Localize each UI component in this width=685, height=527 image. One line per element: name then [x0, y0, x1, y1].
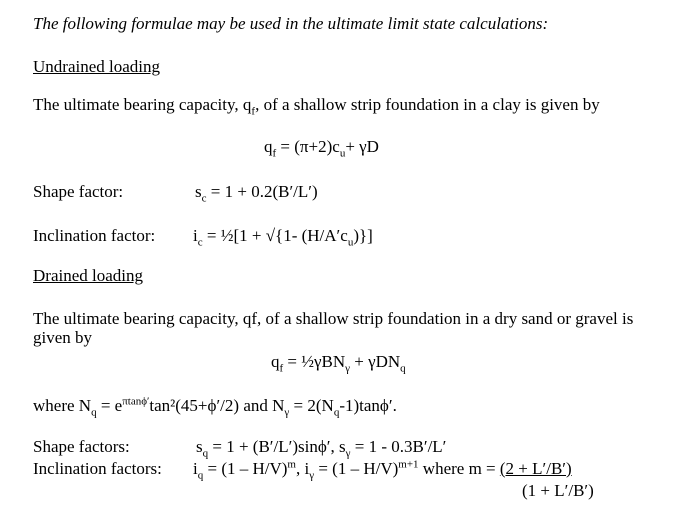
drained-heading: Drained loading [33, 266, 143, 285]
undrained-heading: Undrained loading [33, 57, 160, 76]
undrained-shape-label: Shape factor: [33, 182, 124, 201]
intro-text: The following formulae may be used in the ultimate limit state calculations: [33, 14, 549, 33]
drained-inclination-formula: $i_q = (1 - H/V)^m$, $i_\gamma = (1 - H/V)^{m+1}$ where m = (2 + L′/B′) [193, 458, 572, 482]
undrained-shape-formula: $s_c = 1 + 0.2(B'/L')$ [195, 182, 318, 205]
drained-shape-formula: $s_q = 1 + (B'/L')\sin\phi'$, $s_\gamma = 1 - 0.3B'/L'$ [196, 437, 447, 460]
drained-where-clause: where $N_q = e^{\pi tan\phi'}\tan^2(45+\phi'/2)$ and $N_\gamma = 2(N_q-1)\tan\phi'$. [33, 395, 397, 419]
drained-inclination-label: Inclination factors: [33, 459, 162, 478]
undrained-bearing-formula: $q_f = (\pi+2)c_u+ \gamma D$ [264, 137, 379, 160]
undrained-description: The ultimate bearing capacity, $q_f$, of a shallow strip foundation in a clay is given by [33, 95, 600, 118]
fraction-numerator: (2 + L′/B′) [499, 459, 572, 478]
fraction-denominator: (1 + L′/B′) [522, 481, 594, 500]
drained-bearing-formula: $q_f$ = ½γBN$_\gamma$ + γDN$_q$ [271, 352, 406, 375]
undrained-inclination-label: Inclination factor: [33, 226, 156, 245]
drained-description: The ultimate bearing capacity, qf, of a shallow strip foundation in a dry sand or gravel is given by [33, 309, 634, 347]
undrained-inclination-formula: $i_c$ = ½[1 + √{1- $(H/A'c_u)$}] [193, 226, 373, 249]
drained-shape-label: Shape factors: [33, 437, 130, 456]
